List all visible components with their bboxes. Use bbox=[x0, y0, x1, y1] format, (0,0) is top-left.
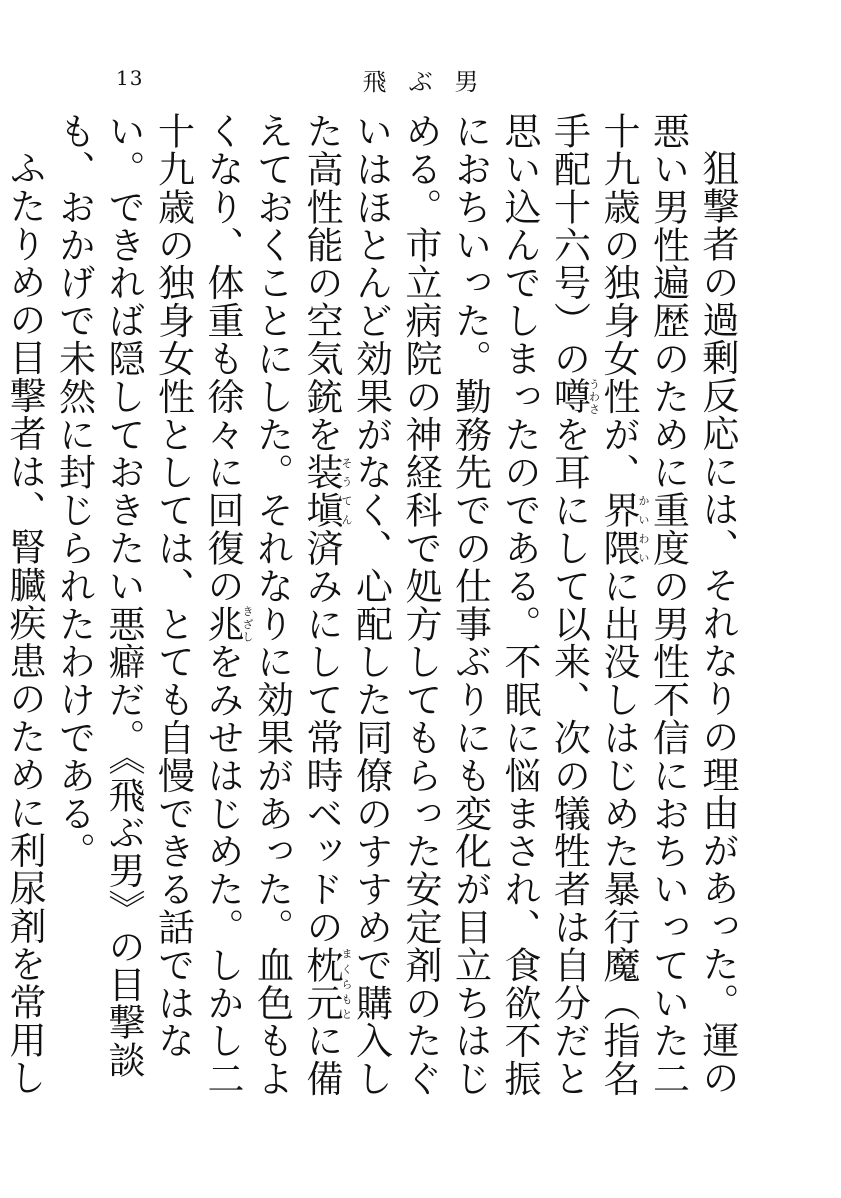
ruby-word bbox=[300, 453, 353, 529]
text-run: を耳にして以来、次の犠牲者は自分だと思い込んでしまったのである。不眠に悩まされ、食欲不振におちいった。勤務先での仕事ぶりにも変化が目立ちはじめる。市立病院の神経科で処方してもらった安定剤のたぐいはほとんど効果がなく、心配した同僚のすすめで購入した高性能の空気銃を bbox=[300, 112, 591, 1098]
text-run: に備えておくことにした。それなりに効果があった。血色もよくなり、体重も徐々に回復の bbox=[201, 112, 343, 1098]
text-run: をみせはじめた。しかし二十九歳の独身女性としては、とても自慢できる話ではない。できれば隠しておきたい悪癖だ。《飛ぶ男》の目撃談も、おかげで未然に封じられたわけである。 bbox=[52, 112, 244, 1098]
ruby-word bbox=[597, 491, 650, 567]
ruby-reading: かいわい bbox=[637, 491, 650, 567]
text-run: 狙撃者の過剰反応には、それなりの理由があった。運の悪い男性遍歴のために重度の男性不信におちいっていた二十九歳の独身女性が、 bbox=[597, 112, 739, 1098]
ruby-base: 装塡 bbox=[300, 453, 343, 529]
body-text bbox=[3, 112, 742, 1122]
ruby-base: 噂 bbox=[547, 377, 591, 416]
ruby-reading: きざし bbox=[241, 604, 254, 643]
ruby-reading: そうてん bbox=[340, 453, 353, 529]
ruby-word bbox=[201, 604, 254, 643]
ruby-base: 界隈 bbox=[597, 491, 640, 567]
ruby-base: 枕元 bbox=[300, 945, 343, 1022]
ruby-word bbox=[547, 377, 601, 416]
ruby-reading: まくらもと bbox=[340, 945, 353, 1022]
page-number: 13 bbox=[116, 66, 144, 90]
ruby-base: 兆 bbox=[201, 604, 244, 643]
running-title: 飛ぶ男 bbox=[362, 68, 501, 96]
ruby-word bbox=[300, 945, 353, 1022]
paragraph-1 bbox=[49, 112, 742, 1122]
paragraph-2: ふたりめの目撃者は、腎臓疾患のために利尿剤を常用し bbox=[3, 149, 46, 1097]
text-run: に出没しはじめた暴行魔（指名手配十六号）の bbox=[547, 112, 640, 1098]
ruby-reading: うわさ bbox=[587, 377, 601, 416]
text-run: 済みにして常時ベッドの bbox=[300, 528, 343, 946]
